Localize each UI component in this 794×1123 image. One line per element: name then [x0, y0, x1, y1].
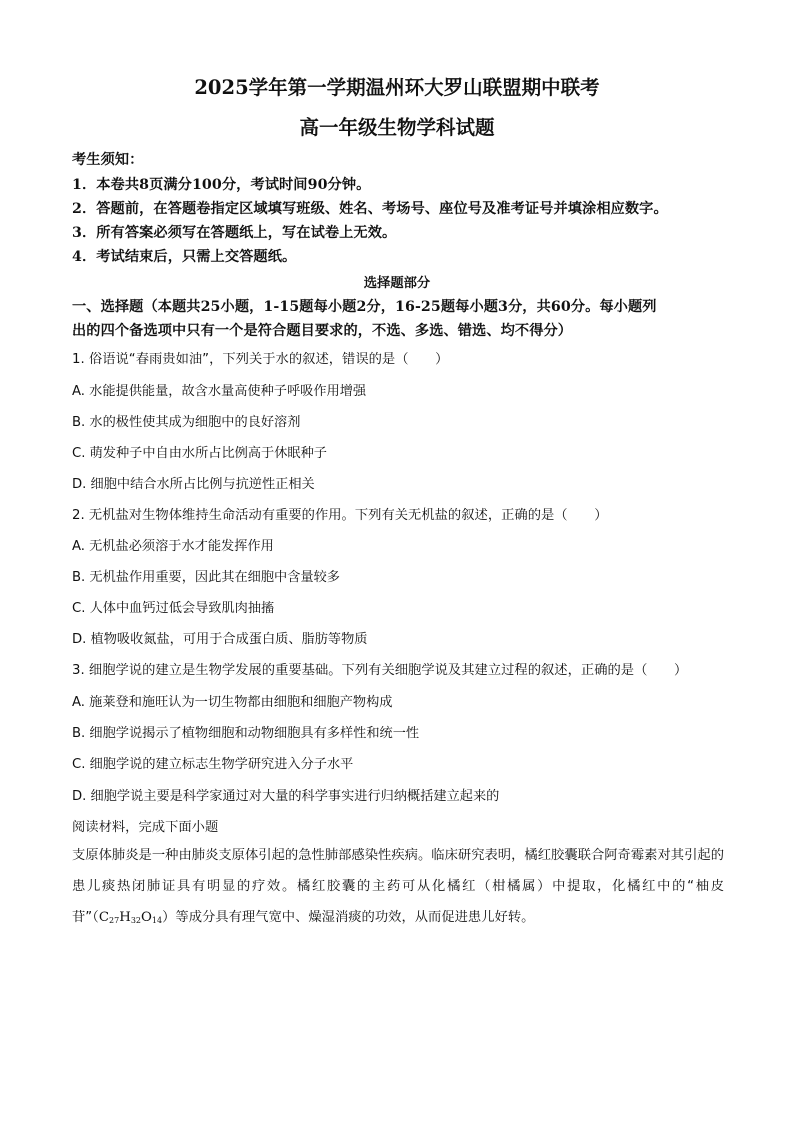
exam-title: 2025学年第一学期温州环大罗山联盟期中联考	[194, 76, 600, 99]
section-instruction-line2: 出的四个备选项中只有一个是符合题目要求的，不选、多选、错选、均不得分）	[72, 323, 573, 339]
formula-h-subscript: 32	[130, 916, 142, 925]
question-2-stem: 2. 无机盐对生物体维持生命活动有重要的作用。下列有关无机盐的叙述，正确的是（ ）	[72, 508, 608, 523]
notice-item-1: 1．本卷共8页满分100分，考试时间90分钟。	[72, 177, 371, 193]
reading-passage	[72, 840, 724, 936]
notice-heading: 考生须知：	[72, 152, 144, 168]
formula-o: O	[141, 910, 152, 925]
question-1-option-c: C. 萌发种子中自由水所占比例高于休眠种子	[72, 446, 327, 461]
question-3-stem: 3. 细胞学说的建立是生物学发展的重要基础。下列有关细胞学说及其建立过程的叙述，正确的是（ ）	[72, 663, 688, 678]
question-2-option-d: D. 植物吸收氮盐，可用于合成蛋白质、脂肪等物质	[72, 632, 368, 647]
formula-c: C	[98, 910, 110, 925]
formula-o-subscript: 14	[151, 916, 163, 925]
question-3-option-d: D. 细胞学说主要是科学家通过对大量的科学事实进行归纳概括建立起来的	[72, 789, 500, 804]
exam-subtitle: 高一年级生物学科试题	[299, 116, 495, 139]
notice-item-3: 3．所有答案必须写在答题纸上，写在试卷上无效。	[72, 225, 397, 241]
question-3-option-a: A. 施莱登和施旺认为一切生物都由细胞和细胞产物构成	[72, 695, 393, 710]
question-3-option-c: C. 细胞学说的建立标志生物学研究进入分子水平	[72, 757, 354, 772]
notice-item-2: 2．答题前，在答题卷指定区域填写班级、姓名、考场号、座位号及准考证号并填涂相应数字。	[72, 201, 668, 217]
reading-passage-part2: ）等成分具有理气宽中、燥湿消痰的功效，从而促进患儿好转。	[162, 910, 535, 925]
section-instruction-line1: 一、选择题（本题共25小题，1-15题每小题2分，16-25题每小题3分，共60分。每小题列	[72, 299, 657, 315]
question-1-stem: 1. 俗语说“春雨贵如油”，下列关于水的叙述，错误的是（ ）	[72, 352, 449, 367]
reading-passage-part1: 支原体肺炎是一种由肺炎支原体引起的急性肺部感染性疾病。临床研究表明，橘红胶囊联合阿奇霉素对其引起的患儿痰热闭肺证具有明显的疗效。橘红胶囊的主药可从化橘红（柑橘属）中提取，化橘红中的“柚皮苷”（	[72, 848, 724, 925]
question-3-option-b: B. 细胞学说揭示了植物细胞和动物细胞具有多样性和统一性	[72, 726, 420, 741]
question-1-option-b: B. 水的极性使其成为细胞中的良好溶剂	[72, 415, 301, 430]
question-2-option-b: B. 无机盐作用重要，因此其在细胞中含量较多	[72, 570, 340, 585]
reading-intro: 阅读材料，完成下面小题	[72, 820, 219, 835]
question-1-option-a: A. 水能提供能量，故含水量高使种子呼吸作用增强	[72, 384, 367, 399]
notice-item-4: 4．考试结束后，只需上交答题纸。	[72, 249, 297, 265]
question-1-option-d: D. 细胞中结合水所占比例与抗逆性正相关	[72, 477, 315, 492]
formula-c-subscript: 27	[109, 916, 120, 925]
section-title: 选择题部分	[363, 276, 431, 291]
question-2-option-c: C. 人体中血钙过低会导致肌肉抽搐	[72, 601, 275, 616]
question-2-option-a: A. 无机盐必须溶于水才能发挥作用	[72, 539, 274, 554]
formula-h: H	[119, 910, 131, 925]
